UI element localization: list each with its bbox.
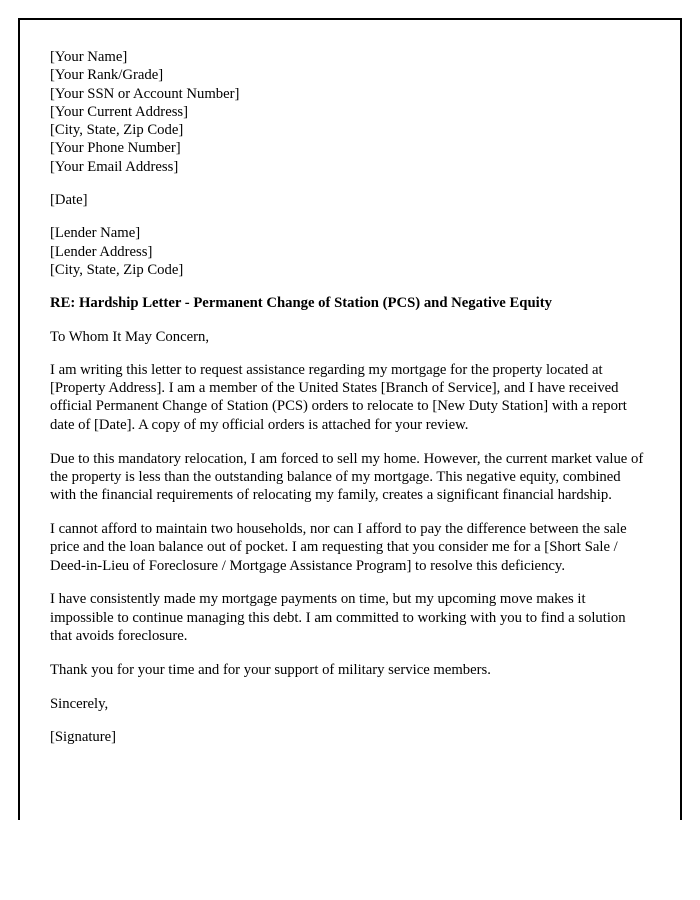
letter-page-frame <box>18 18 682 820</box>
paragraph-request: I cannot afford to maintain two households, nor can I afford to pay the difference between the sale price and the loan balance out of pocket. I am requesting that you consider me for a [Short Sale / Deed-in-Lieu of Foreclosure / Mortgage Assistance Program] to resolve this deficiency. <box>50 520 627 574</box>
sender-phone: [Your Phone Number] <box>50 140 181 157</box>
letter-body <box>50 48 650 746</box>
lender-name: [Lender Name] <box>50 225 141 242</box>
sender-address-block <box>50 48 650 176</box>
paragraph-negative-equity: Due to this mandatory relocation, I am forced to sell my home. However, the current market value of the property is less than the outstanding balance of my mortgage. This negative equity, combined with the financial requirements of relocating my family, creates a significant financial hardship. <box>50 450 644 504</box>
sender-city-state-zip: [City, State, Zip Code] <box>50 122 184 139</box>
lender-address: [Lender Address] <box>50 243 153 260</box>
sender-email: [Your Email Address] <box>50 158 179 175</box>
recipient-address-block <box>50 224 650 279</box>
sender-name: [Your Name] <box>50 49 128 65</box>
sender-ssn: [Your SSN or Account Number] <box>50 85 240 102</box>
subject-line: RE: Hardship Letter - Permanent Change of Station (PCS) and Negative Equity <box>50 295 552 312</box>
closing: Sincerely, <box>50 695 109 712</box>
paragraph-thanks: Thank you for your time and for your support of military service members. <box>50 661 491 678</box>
signature-placeholder: [Signature] <box>50 728 117 745</box>
salutation: To Whom It May Concern, <box>50 328 210 345</box>
sender-rank: [Your Rank/Grade] <box>50 67 164 84</box>
paragraph-pcs-orders: I am writing this letter to request assistance regarding my mortgage for the property located at [Property Address]. I am a member of the United States [Branch of Service], and I have received official Permanent Change of Station (PCS) orders to relocate to [New Duty Station] with a report date of [Date]. A copy of my official orders is attached for your review. <box>50 361 627 433</box>
paragraph-payment-history: I have consistently made my mortgage payments on time, but my upcoming move makes it impossible to continue managing this debt. I am committed to working with you to find a solution that avoids foreclosure. <box>50 591 626 644</box>
letter-date: [Date] <box>50 192 88 209</box>
lender-city-state-zip: [City, State, Zip Code] <box>50 261 184 278</box>
sender-address: [Your Current Address] <box>50 103 189 120</box>
